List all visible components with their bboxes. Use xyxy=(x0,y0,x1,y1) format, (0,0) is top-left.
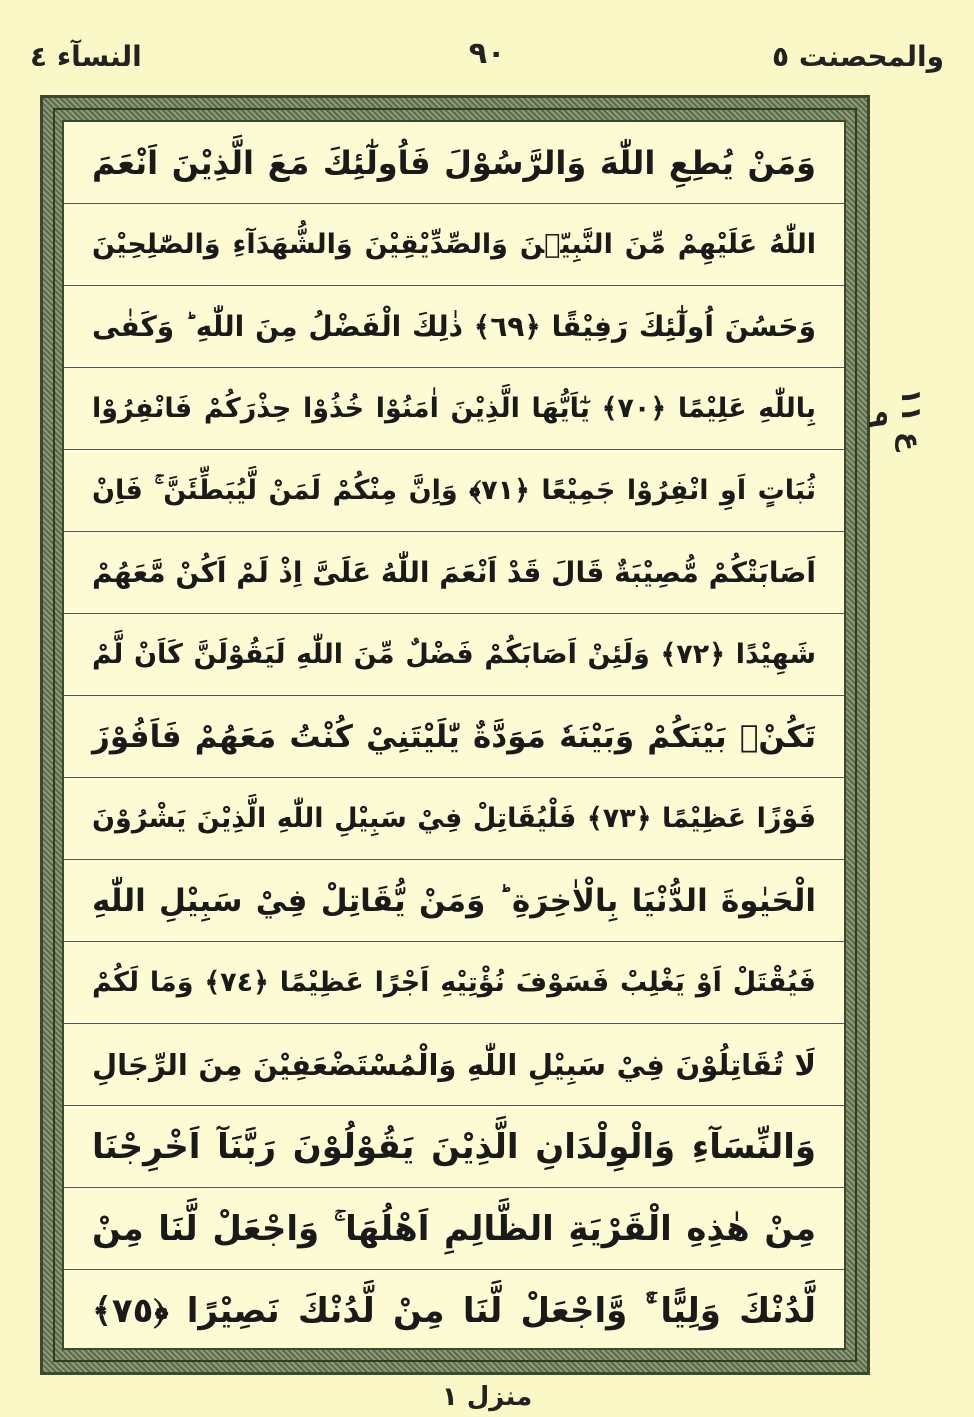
text-line: فَوْزًا عَظِيْمًا ﴿٧٣﴾ فَلْيُقَاتِلْ فِيْ سَبِيْلِ اللّٰهِ الَّذِيْنَ يَشْرُوْنَ xyxy=(64,778,844,860)
text-line: وَالنِّسَآءِ وَالْوِلْدَانِ الَّذِيْنَ يَقُوْلُوْنَ رَبَّنَآ اَخْرِجْنَا xyxy=(64,1106,844,1188)
page-header xyxy=(30,36,944,80)
text-line: اَصَابَتْكُمْ مُّصِيْبَةٌ قَالَ قَدْ اَنْعَمَ اللّٰهُ عَلَىَّ اِذْ لَمْ اَكُنْ مَّعَهُمْ xyxy=(64,532,844,614)
text-line: لَا تُقَاتِلُوْنَ فِيْ سَبِيْلِ اللّٰهِ وَالْمُسْتَضْعَفِيْنَ مِنَ الرِّجَالِ xyxy=(64,1024,844,1106)
page-number: ٩٠ xyxy=(468,36,506,71)
text-line: وَحَسُنَ اُولٰٓئِكَ رَفِيْقًا ﴿٦٩﴾ ذٰلِكَ الْفَضْلُ مِنَ اللّٰهِ ؕ وَكَفٰى xyxy=(64,286,844,368)
manzil-label: منزل ١ xyxy=(441,1382,533,1412)
text-line: الْحَيٰوةَ الدُّنْيَا بِالْاٰخِرَةِ ؕ وَمَنْ يُّقَاتِلْ فِيْ سَبِيْلِ اللّٰهِ xyxy=(64,860,844,942)
text-line: تَكُنْۢ بَيْنَكُمْ وَبَيْنَهٗ مَوَدَّةٌ يّٰلَيْتَنِيْ كُنْتُ مَعَهُمْ فَاَفُوْزَ xyxy=(64,696,844,778)
text-line: بِاللّٰهِ عَلِيْمًا ﴿٧٠﴾ يٰٓاَيُّهَا الَّذِيْنَ اٰمَنُوْا خُذُوْا حِذْرَكُمْ فَانْفِرُوْا xyxy=(64,368,844,450)
ruku-marker: ع ١١ ٩ xyxy=(862,388,928,452)
text-line: مِنْ هٰذِهِ الْقَرْيَةِ الظَّالِمِ اَهْلُهَا ۚ وَاجْعَلْ لَّنَا مِنْ xyxy=(64,1188,844,1270)
text-panel xyxy=(62,120,846,1350)
surah-name: النسآء ٤ xyxy=(30,40,142,73)
text-line: وَمَنْ يُطِعِ اللّٰهَ وَالرَّسُوْلَ فَاُولٰٓئِكَ مَعَ الَّذِيْنَ اَنْعَمَ xyxy=(64,122,844,204)
text-line: لَّدُنْكَ وَلِيًّا ۚۙ وَّاجْعَلْ لَّنَا مِنْ لَّدُنْكَ نَصِيْرًا ﴿٧٥﴾ xyxy=(92,1291,816,1331)
text-line: شَهِيْدًا ﴿٧٢﴾ وَلَئِنْ اَصَابَكُمْ فَضْلٌ مِّنَ اللّٰهِ لَيَقُوْلَنَّ كَاَنْ لَّمْ xyxy=(64,614,844,696)
text-line: ثُبَاتٍ اَوِ انْفِرُوْا جَمِيْعًا ﴿٧١﴾ وَاِنَّ مِنْكُمْ لَمَنْ لَّيُبَطِّئَنَّ ۚ فَاِنْ xyxy=(64,450,844,532)
juz-name: والمحصنت ٥ xyxy=(772,40,944,73)
text-line: فَيُقْتَلْ اَوْ يَغْلِبْ فَسَوْفَ نُؤْتِيْهِ اَجْرًا عَظِيْمًا ﴿٧٤﴾ وَمَا لَكُمْ xyxy=(64,942,844,1024)
text-line: اللّٰهُ عَلَيْهِمْ مِّنَ النَّبِيّٖنَ وَالصِّدِّيْقِيْنَ وَالشُّهَدَآءِ وَالصّٰلِحِيْنَ xyxy=(64,204,844,286)
